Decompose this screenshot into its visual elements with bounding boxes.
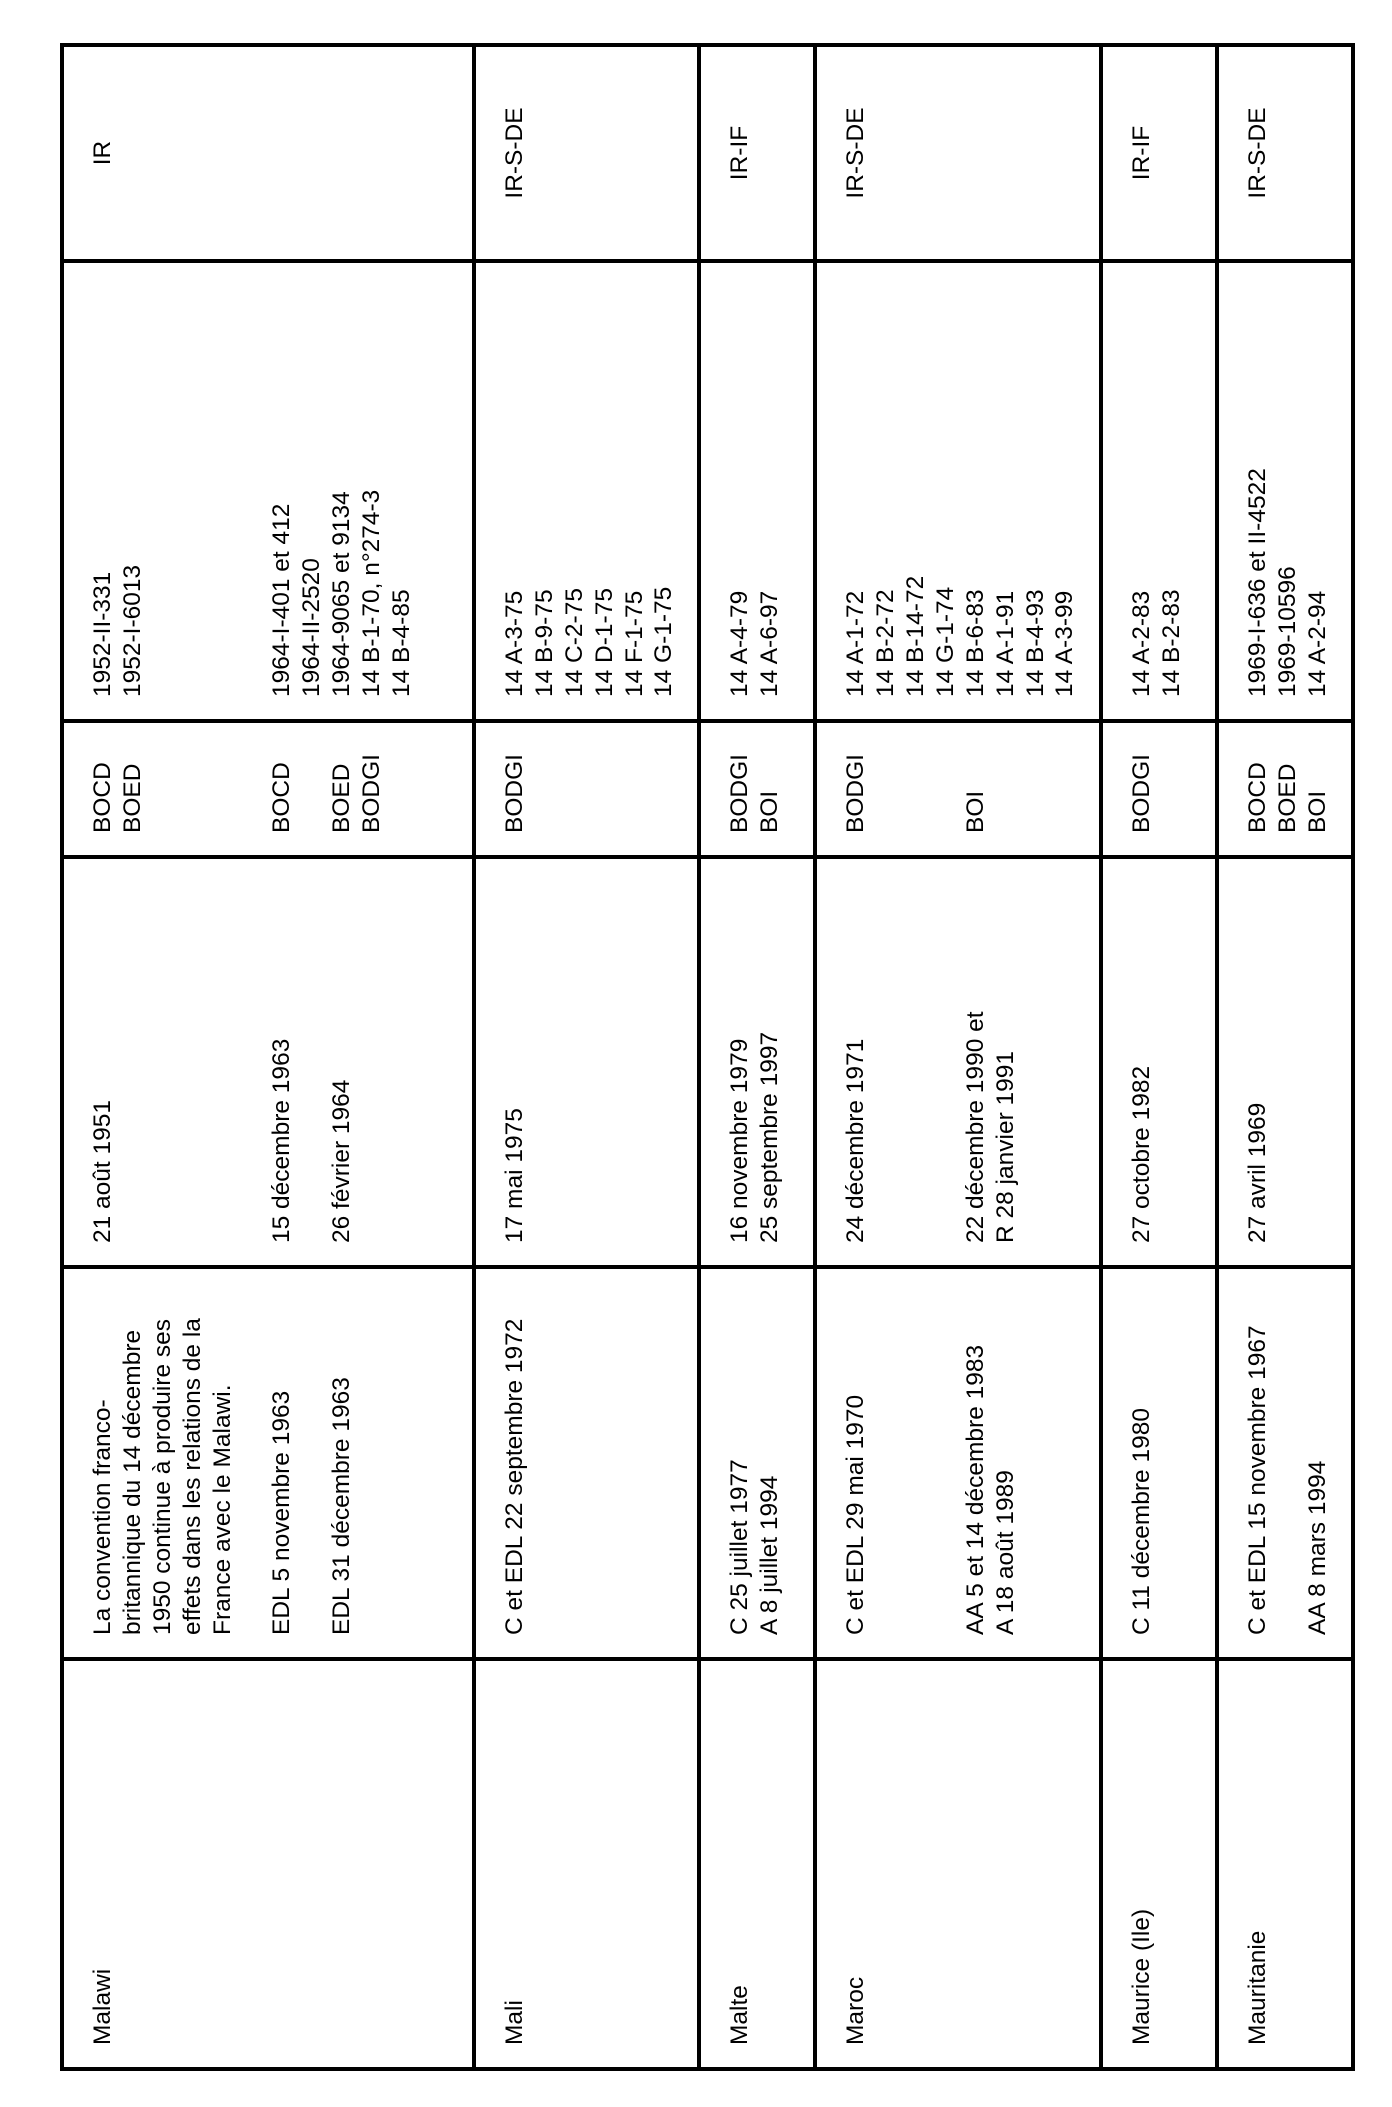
effective-date: 25 septembre 1997 (756, 1031, 784, 1243)
publication-code (871, 745, 901, 833)
agreement-text: C 25 juillet 1977 (726, 1459, 754, 1635)
tax-treaty-table (60, 43, 1355, 2071)
publication-cell (1217, 721, 1353, 857)
reference-number: 1964-II-2520 (298, 558, 326, 697)
reference-cell (1217, 261, 1353, 721)
agreement-text (931, 1291, 961, 1635)
agreement-text: C 11 décembre 1980 (1128, 1408, 1156, 1635)
reference-number: 14 A-3-99 (1051, 590, 1079, 697)
agreement-text: EDL 31 décembre 1963 (328, 1377, 355, 1635)
publication-cell (815, 721, 1101, 857)
tax-type-cell (1217, 45, 1353, 261)
reference-number: 14 A-2-83 (1128, 590, 1156, 697)
effective-date-cell (1101, 857, 1217, 1267)
effective-date: 21 août 1951 (89, 1099, 116, 1243)
agreement-text: C et EDL 22 septembre 1972 (501, 1318, 528, 1635)
publication-cell (474, 721, 699, 857)
agreement-text: La convention franco-britannique du 14 décembre 1950 continue à produire ses effets dans les relations de la France avec le Malawi. (89, 1318, 236, 1635)
reference-number: 14 A-2-94 (1304, 590, 1331, 697)
agreement-text: EDL 5 novembre 1963 (268, 1390, 296, 1635)
reference-number: 14 B-14-72 (902, 575, 929, 697)
effective-date: 16 novembre 1979 (726, 1038, 754, 1243)
agreement-text: C et EDL 29 mai 1970 (842, 1394, 870, 1635)
reference-cell (62, 261, 474, 721)
reference-number (178, 285, 208, 697)
reference-number: 14 G-1-75 (650, 586, 678, 697)
country-name: Maroc (842, 1976, 870, 2045)
table-row (474, 45, 699, 2069)
country-name: Malte (726, 1985, 754, 2045)
reference-number: 14 A-1-91 (991, 590, 1019, 697)
effective-date (178, 881, 208, 1243)
agreement-text-cell (815, 1267, 1101, 1659)
agreement-text (871, 1291, 901, 1635)
publication-code: BOED (1274, 763, 1302, 833)
reference-number: 1964-9065 et 9134 (328, 491, 355, 697)
publication-code: BODGI (501, 754, 528, 833)
publication-code: BODGI (1128, 754, 1156, 833)
publication-cell (62, 721, 474, 857)
reference-cell (699, 261, 815, 721)
country-cell (1101, 1659, 1217, 2069)
effective-date-cell (815, 857, 1101, 1267)
tax-type: IR-S-DE (501, 107, 528, 199)
publication-code: BODGI (842, 754, 870, 833)
table-body (62, 45, 1353, 2069)
reference-number: 1969-10596 (1274, 566, 1302, 697)
tax-type: IR-IF (1128, 125, 1156, 181)
effective-date-cell (474, 857, 699, 1267)
publication-code: BOI (756, 790, 784, 833)
agreement-text: A 18 août 1989 (991, 1470, 1019, 1635)
tax-type: IR-S-DE (1244, 107, 1272, 199)
agreement-text (297, 1291, 327, 1635)
publication-code: BOCD (89, 762, 116, 833)
country-name: Malawi (89, 1968, 116, 2045)
table-row (699, 45, 815, 2069)
reference-number: 14 F-1-75 (620, 590, 648, 697)
agreement-text (1273, 1291, 1303, 1635)
country-cell (62, 1659, 474, 2069)
agreement-text (901, 1291, 931, 1635)
country-cell (1217, 1659, 1353, 2069)
agreement-text (237, 1291, 267, 1635)
effective-date: 26 février 1964 (328, 1079, 355, 1243)
publication-code (297, 745, 327, 833)
publication-code: BODGI (726, 754, 754, 833)
country-name: Mali (501, 2000, 528, 2045)
reference-number: 1952-II-331 (89, 571, 116, 697)
country-name: Mauritanie (1244, 1930, 1272, 2045)
reference-number: 14 B-4-85 (387, 589, 415, 697)
effective-date: 27 avril 1969 (1244, 1102, 1272, 1243)
tax-type: IR (89, 140, 116, 166)
tax-type-cell (815, 45, 1101, 261)
agreement-text-cell (699, 1267, 815, 1659)
agreement-text: AA 5 et 14 décembre 1983 (961, 1344, 989, 1635)
agreement-text: A 8 juillet 1994 (756, 1475, 784, 1635)
agreement-text-cell (62, 1267, 474, 1659)
tax-type-cell (699, 45, 815, 261)
effective-date (208, 881, 238, 1243)
effective-date: 17 mai 1975 (501, 1108, 528, 1243)
agreement-text-cell (474, 1267, 699, 1659)
publication-code (148, 745, 178, 833)
publication-cell (699, 721, 815, 857)
effective-date: 15 décembre 1963 (268, 1038, 296, 1243)
effective-date (931, 881, 961, 1243)
effective-date-cell (699, 857, 815, 1267)
publication-cell (1101, 721, 1217, 857)
effective-date (901, 881, 931, 1243)
agreement-text: C et EDL 15 novembre 1967 (1244, 1325, 1272, 1635)
reference-number: 1969-I-636 et II-4522 (1244, 468, 1272, 697)
effective-date (148, 881, 178, 1243)
tax-type: IR-S-DE (842, 107, 870, 199)
country-cell (474, 1659, 699, 2069)
reference-number: 14 B-1-70, n°274-3 (357, 489, 385, 697)
agreement-text: AA 8 mars 1994 (1304, 1460, 1331, 1635)
reference-number: 14 D-1-75 (590, 588, 618, 697)
reference-number (148, 285, 178, 697)
publication-code: BOCD (268, 762, 296, 833)
reference-number (237, 285, 267, 697)
tax-type-cell (62, 45, 474, 261)
reference-cell (474, 261, 699, 721)
reference-number: 14 B-9-75 (530, 589, 558, 697)
effective-date: R 28 janvier 1991 (991, 1050, 1019, 1243)
publication-code (931, 745, 961, 833)
reference-number: 14 B-6-83 (961, 589, 989, 697)
reference-cell (815, 261, 1101, 721)
publication-code: BOI (1304, 790, 1331, 833)
reference-number: 14 B-2-83 (1158, 589, 1186, 697)
reference-number: 14 A-1-72 (842, 590, 870, 697)
effective-date: 24 décembre 1971 (842, 1038, 870, 1243)
reference-number: 14 A-4-79 (726, 590, 754, 697)
reference-number: 14 B-2-72 (872, 589, 900, 697)
effective-date (297, 881, 327, 1243)
publication-code (208, 745, 238, 833)
agreement-text-cell (1217, 1267, 1353, 1659)
table-row (1217, 45, 1353, 2069)
effective-date-cell (1217, 857, 1353, 1267)
reference-number: 1964-I-401 et 412 (268, 503, 296, 697)
tax-type: IR-IF (726, 125, 754, 181)
effective-date: 22 décembre 1990 et (961, 1011, 989, 1243)
country-cell (815, 1659, 1101, 2069)
table-row (815, 45, 1101, 2069)
effective-date (118, 881, 148, 1243)
publication-code: BOED (118, 763, 146, 833)
publication-code (901, 745, 931, 833)
reference-number: 14 B-4-93 (1021, 589, 1049, 697)
publication-code: BOCD (1244, 762, 1272, 833)
effective-date: 27 octobre 1982 (1128, 1065, 1156, 1243)
publication-code (178, 745, 208, 833)
tax-type-cell (474, 45, 699, 261)
reference-number: 1952-I-6013 (118, 564, 146, 697)
agreement-text-cell (1101, 1267, 1217, 1659)
reference-number: 14 G-1-74 (931, 586, 959, 697)
reference-number: 14 A-3-75 (501, 590, 528, 697)
reference-number (208, 285, 238, 697)
tax-type-cell (1101, 45, 1217, 261)
effective-date (237, 881, 267, 1243)
publication-code: BOED (328, 763, 355, 833)
publication-code: BODGI (357, 754, 385, 833)
reference-number: 14 A-6-97 (756, 590, 784, 697)
reference-number: 14 C-2-75 (560, 588, 588, 697)
table-row (1101, 45, 1217, 2069)
publication-code (237, 745, 267, 833)
effective-date-cell (62, 857, 474, 1267)
country-cell (699, 1659, 815, 2069)
country-name: Maurice (Ile) (1128, 1908, 1156, 2045)
effective-date (871, 881, 901, 1243)
publication-code: BOI (961, 790, 989, 833)
table-row (62, 45, 474, 2069)
reference-cell (1101, 261, 1217, 721)
